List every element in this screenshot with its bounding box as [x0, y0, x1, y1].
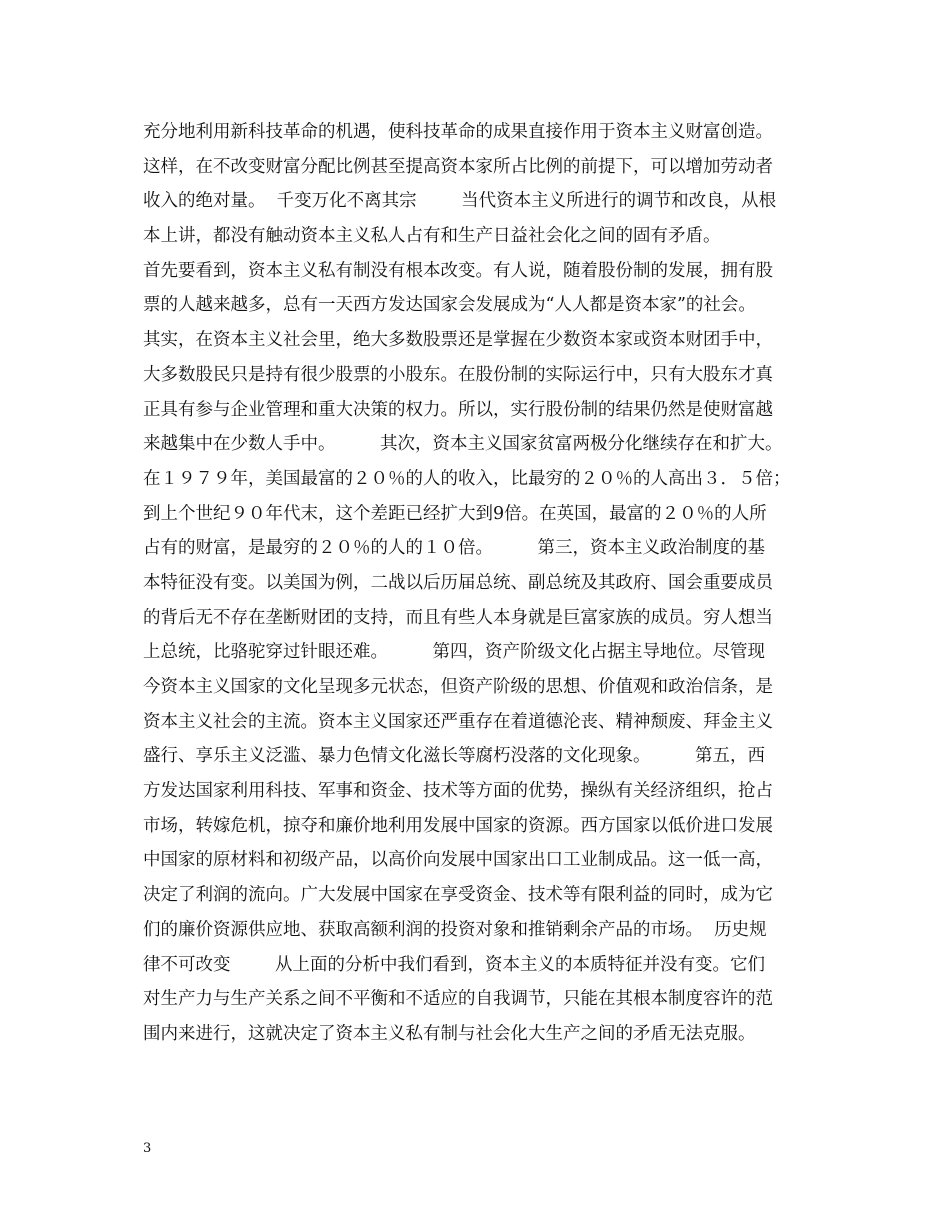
text-line: 的背后无不存在垄断财团的支持，而且有些人本身就是巨富家族的成员。穷人想当 [143, 607, 773, 628]
text-line: 盛行、享乐主义泛滥、暴力色情文化滋长等腐朽没落的文化现象。 第五，西 [143, 746, 765, 767]
text-line: 资本主义社会的主流。资本主义国家还严重存在着道德沦丧、精神颓废、拜金主义 [143, 711, 773, 732]
text-line: 在１９７９年，美国最富的２０％的人的收入，比最穷的２０％的人高出３．５倍； [143, 468, 791, 489]
text-line: 们的廉价资源供应地、获取高额利润的投资对象和推销剩余产品的市场。 历史规 [143, 919, 767, 940]
text-line: 大多数股民只是持有很少股票的小股东。在股份制的实际运行中，只有大股东才真 [143, 364, 773, 385]
text-line: 方发达国家利用科技、军事和资金、技术等方面的优势，操纵有关经济组织，抢占 [143, 781, 773, 802]
text-line: 占有的财富，是最穷的２０％的人的１０倍。 第三，资本主义政治制度的基 [143, 538, 765, 559]
text-line: 正具有参与企业管理和重大决策的权力。所以，实行股份制的结果仍然是使财富越 [143, 399, 773, 420]
text-line: 来越集中在少数人手中。 其次，资本主义国家贫富两极分化继续存在和扩大。 [143, 434, 783, 455]
text-line: 其实，在资本主义社会里，绝大多数股票还是掌握在少数资本家或资本财团手中， [143, 330, 773, 351]
text-line: 收入的绝对量。 千变万化不离其宗 当代资本主义所进行的调节和改良，从根 [143, 191, 777, 212]
text-line: 决定了利润的流向。广大发展中国家在享受资金、技术等有限利益的同时，成为它 [143, 885, 773, 906]
text-line: 上总统，比骆驼穿过针眼还难。 第四，资产阶级文化占据主导地位。尽管现 [143, 642, 765, 663]
text-line: 本上讲，都没有触动资本主义私人占有和生产日益社会化之间的固有矛盾。 [143, 226, 721, 247]
text-line: 今资本主义国家的文化呈现多元状态，但资产阶级的思想、价值观和政治信条，是 [143, 677, 773, 697]
text-line: 充分地利用新科技革命的机遇，使科技革命的成果直接作用于资本主义财富创造。 [143, 122, 773, 142]
page-number: 3 [143, 1141, 152, 1156]
text-line: 律不可改变 从上面的分析中我们看到，资本主义的本质特征并没有变。它们 [143, 954, 765, 975]
text-line: 票的人越来越多，总有一天西方发达国家会发展成为“人人都是资本家”的社会。 [143, 295, 756, 316]
text-line: 本特征没有变。以美国为例，二战以后历届总统、副总统及其政府、国会重要成员 [143, 572, 773, 593]
text-line: 围内来进行，这就决定了资本主义私有制与社会化大生产之间的矛盾无法克服。 [143, 1023, 756, 1044]
text-line: 到上个世纪９０年代末，这个差距已经扩大到9倍。在英国，最富的２０％的人所 [143, 503, 767, 524]
text-line: 市场，转嫁危机，掠夺和廉价地利用发展中国家的资源。西方国家以低价进口发展 [143, 815, 773, 836]
text-line: 中国家的原材料和初级产品，以高价向发展中国家出口工业制成品。这一低一高， [143, 850, 773, 871]
text-line: 这样，在不改变财富分配比例甚至提高资本家所占比例的前提下，可以增加劳动者 [143, 156, 773, 177]
text-line: 对生产力与生产关系之间不平衡和不适应的自我调节，只能在其根本制度容许的范 [143, 989, 773, 1010]
text-line: 首先要看到，资本主义私有制没有根本改变。有人说，随着股份制的发展，拥有股 [143, 260, 773, 281]
body-text [143, 115, 843, 1052]
